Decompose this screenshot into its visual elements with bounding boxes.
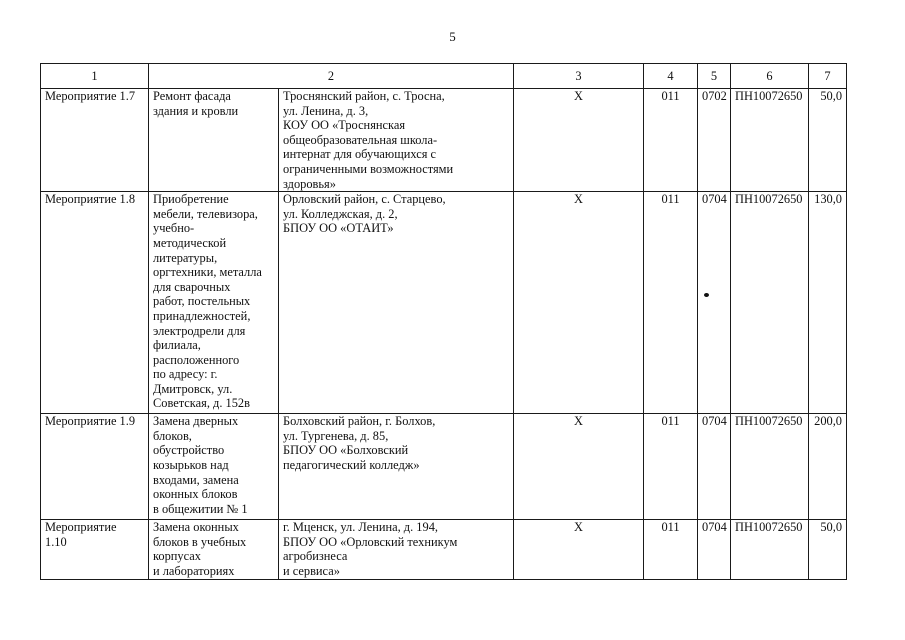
column-header-3: 3 [514,64,644,89]
col5-cell: 0702 [698,89,731,192]
col3-cell: X [514,414,644,520]
measure-id-cell: Мероприятие 1.9 [41,414,149,520]
amount-cell: 50,0 [809,89,847,192]
column-header-4: 4 [644,64,698,89]
amount-cell: 130,0 [809,192,847,414]
column-header-6: 6 [731,64,809,89]
col4-cell: 011 [644,520,698,580]
col5-cell: 0704 [698,192,731,414]
document-table [40,63,847,580]
object-address-cell: г. Мценск, ул. Ленина, д. 194, БПОУ ОО «Орловский техникум агробизнеса и сервиса» [279,520,514,580]
measure-id-cell: Мероприятие 1.10 [41,520,149,580]
table-header-row [41,64,847,89]
object-address-cell: Болховский район, г. Болхов, ул. Тургенева, д. 85, БПОУ ОО «Болховский педагогический колледж» [279,414,514,520]
col5-cell: 0704 [698,520,731,580]
col6-cell: ПН10072650 [731,192,809,414]
work-description-cell: Замена оконных блоков в учебных корпусах и лабораториях [149,520,279,580]
column-header-2: 2 [149,64,514,89]
table-row [41,192,847,414]
page-number: 5 [449,29,456,44]
work-description-cell: Приобретение мебели, телевизора, учебно- методической литературы, оргтехники, металла для сварочных работ, постельных принадлежностей, электродрели для филиала, расположенного по адресу: г. Дмитровск, ул. Советская, д. 152в [149,192,279,414]
table-row [41,89,847,192]
col6-cell: ПН10072650 [731,414,809,520]
col3-cell: X [514,89,644,192]
col3-cell: X [514,520,644,580]
work-description-cell: Замена дверных блоков, обустройство козырьков над входами, замена оконных блоков в общежитии № 1 [149,414,279,520]
measure-id-cell: Мероприятие 1.8 [41,192,149,414]
col4-cell: 011 [644,192,698,414]
amount-cell: 50,0 [809,520,847,580]
object-address-cell: Троснянский район, с. Тросна, ул. Ленина, д. 3, КОУ ОО «Троснянская общеобразовательная школа- интернат для обучающихся с ограниченными возможностями здоровья» [279,89,514,192]
column-header-5: 5 [698,64,731,89]
col6-cell: ПН10072650 [731,89,809,192]
work-description-cell: Ремонт фасада здания и кровли [149,89,279,192]
col5-cell: 0704 [698,414,731,520]
col4-cell: 011 [644,89,698,192]
object-address-cell: Орловский район, с. Старцево, ул. Колледжская, д. 2, БПОУ ОО «ОТАИТ» [279,192,514,414]
scan-dot-mark [704,293,709,297]
amount-cell: 200,0 [809,414,847,520]
column-header-7: 7 [809,64,847,89]
col4-cell: 011 [644,414,698,520]
col6-cell: ПН10072650 [731,520,809,580]
column-header-1: 1 [41,64,149,89]
measure-id-cell: Мероприятие 1.7 [41,89,149,192]
col3-cell: X [514,192,644,414]
table-row [41,520,847,580]
table-row [41,414,847,520]
